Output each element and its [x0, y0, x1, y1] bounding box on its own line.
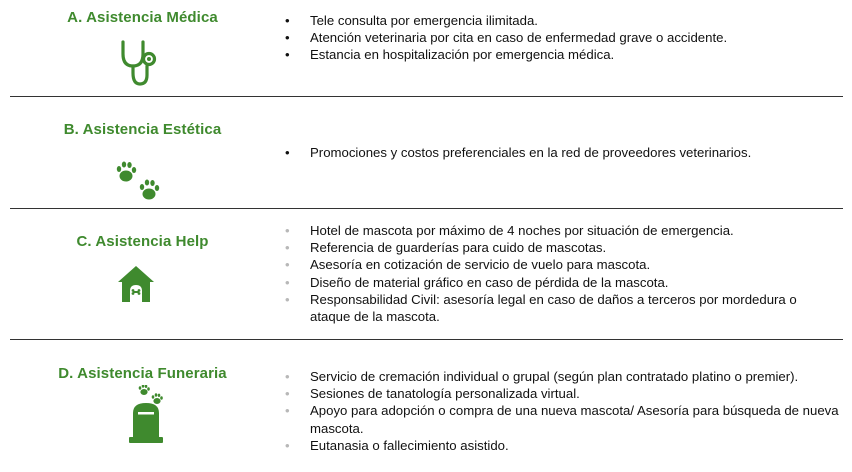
section-asistencia-help [10, 209, 843, 339]
list-item: • Diseño de material gráfico en caso de pérdida de la mascota. [285, 274, 840, 291]
list-item: • Apoyo para adopción o compra de una nueva mascota/ Asesoría para búsqueda de nueva mascota. [285, 402, 840, 436]
section-asistencia-funeraria [10, 340, 843, 472]
list-item: • Tele consulta por emergencia ilimitada. [285, 12, 840, 29]
list-item: • Promociones y costos preferenciales en la red de proveedores veterinarios. [285, 144, 840, 161]
section-asistencia-estetica [10, 97, 843, 208]
paw-prints-icon [114, 161, 166, 208]
list-item: • Estancia en hospitalización por emergencia médica. [285, 46, 840, 63]
list-item: • Asesoría en cotización de servicio de vuelo para mascota. [285, 256, 840, 273]
list-item: • Atención veterinaria por cita en caso de enfermedad grave o accidente. [285, 29, 840, 46]
benefit-list [285, 12, 840, 64]
list-item: • Hotel de mascota por máximo de 4 noches por situación de emergencia. [285, 222, 840, 239]
benefit-list [285, 144, 840, 161]
benefit-list [285, 368, 840, 454]
section-title: B. Asistencia Estética [63, 121, 222, 138]
list-item: • Responsabilidad Civil: asesoría legal en caso de daños a terceros por mordedura o ataque de la mascota. [285, 291, 840, 325]
section-title: A. Asistencia Médica [67, 9, 218, 26]
stethoscope-icon [116, 39, 162, 92]
list-item: • Referencia de guarderías para cuido de mascotas. [285, 239, 840, 256]
benefit-list [285, 222, 840, 325]
list-item: • Sesiones de tanatología personalizada virtual. [285, 385, 840, 402]
section-title: D. Asistencia Funeraria [58, 365, 227, 382]
list-item: • Servicio de cremación individual o grupal (según plan contratado platino o premier). [285, 368, 840, 385]
section-asistencia-medica [10, 0, 843, 96]
dog-house-icon [116, 264, 156, 309]
section-title: C. Asistencia Help [76, 233, 209, 250]
pet-grave-icon [120, 385, 176, 450]
list-item: • Eutanasia o fallecimiento asistido. [285, 437, 840, 454]
